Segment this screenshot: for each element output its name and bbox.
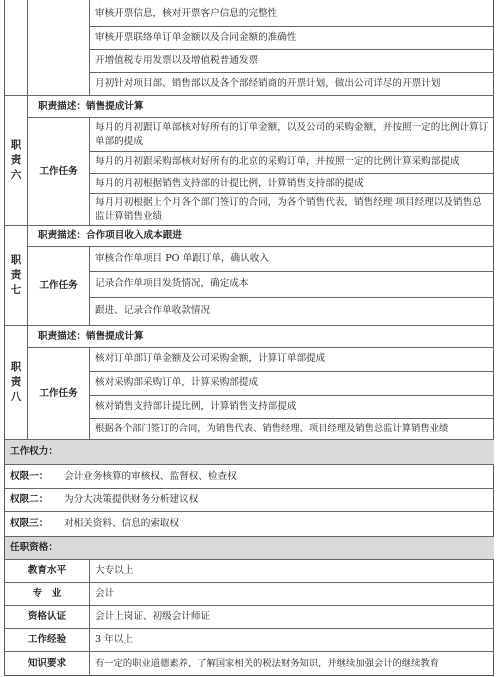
authority-row-text: 为分大决策提供财务分析建议权 [64, 494, 199, 505]
task-text: 核对采购部采购订单，计算采购部提成 [95, 377, 259, 388]
qualification-row-text: 3 年以上 [95, 634, 133, 645]
qualification-row-label: 资格认证 [27, 611, 67, 622]
duty-7-label: 职 责 七 [10, 254, 22, 296]
task-text: 跟进、记录合作单收款情况 [95, 305, 211, 316]
duty-7-description: 职责描述：合作项目收入成本跟进 [38, 230, 182, 241]
qualification-row-text: 有一定的职业道德素养，了解国家相关的税法财务知识，并继续加强会计的继续教育 [95, 657, 439, 669]
task-text: 审核合作单项目 PO 单跟订单，确认收入 [95, 253, 269, 264]
qualification-row-text: 会计上岗证、初级会计师证 [95, 611, 211, 622]
task-text: 月初针对项目部、销售部以及各个部经销商的开票计划，做出公司详尽的开票计划 [95, 77, 441, 89]
task-row [90, 372, 494, 394]
authority-row-text: 对相关资料、信息的索取权 [64, 517, 180, 529]
task-text: 每月月初根据上个月各个部门签订的合同，为各个销售代表，销售经理 项目经理以及销售总监计算销售业绩 [95, 196, 482, 222]
duty-8-label: 职 责 八 [10, 361, 22, 403]
qualification-row-text: 大专以上 [95, 565, 134, 576]
qualification-row-text: 会计 [95, 588, 115, 599]
task-row [90, 50, 490, 71]
task-row [90, 247, 494, 271]
task-row [90, 118, 494, 151]
job-description-table [4, 0, 494, 676]
task-text: 核对订单部订单金额及公司采购金额，计算订单部提成 [95, 353, 326, 364]
task-row [90, 174, 494, 193]
task-row [90, 73, 490, 94]
authority-row-text: 会计业务核算的审核权、监督权、检查权 [64, 470, 237, 482]
duty-7-task-label: 工作任务 [39, 280, 78, 291]
task-row [90, 4, 490, 24]
task-row [90, 194, 494, 225]
task-text: 审核开票联络单订单金额以及合同金额的准确性 [95, 31, 297, 43]
task-text: 每月的月初根据销售支持部的计提比例，计算销售支持部的提成 [95, 177, 364, 189]
authority-row-label: 权限二： [10, 494, 49, 505]
task-text: 根据各个部门签订的合同，为销售代表、销售经理、项目经理及销售总监计算销售业绩 [95, 423, 449, 434]
duty-6-task-label: 工作任务 [39, 165, 78, 177]
duty-6-description: 职责描述：销售提成计算 [38, 100, 144, 112]
qualification-row-label: 专 业 [32, 588, 62, 599]
duty-8-task-label: 工作任务 [39, 387, 78, 399]
task-row [90, 396, 494, 417]
duty-6-label: 职 责 六 [10, 139, 22, 181]
task-text: 每月的月初跟采购部核对好所有的北京的采购订单，并按照一定的比例计算采购部提成 [95, 156, 460, 167]
qualification-row-label: 知识要求 [27, 657, 67, 669]
task-row [90, 27, 490, 48]
qualification-row-label: 教育水平 [27, 565, 67, 576]
task-text: 核对销售支持部计提比例，计算销售支持部提成 [95, 400, 297, 412]
task-row [90, 152, 494, 172]
task-row [90, 419, 494, 439]
qualification-row-label: 工作经验 [27, 634, 67, 645]
authority-row-label: 权限三： [10, 517, 49, 529]
duty-8-description: 职责描述：销售提成计算 [38, 330, 144, 342]
qualification-header: 任职资格： [5, 537, 494, 559]
task-row [90, 348, 494, 370]
task-row [90, 298, 494, 324]
task-text: 每月的月初跟订单部核对好所有的订单金额，以及公司的采购金额，并按照一定的比例计算订单部的提成 [95, 121, 489, 147]
authority-row-label: 权限一： [10, 470, 49, 482]
task-text: 记录合作单项目发货情况，确定成本 [95, 278, 249, 289]
task-text: 开增值税专用发票以及增值税普通发票 [95, 54, 259, 66]
task-text: 审核开票信息，核对开票客户信息的完整性 [95, 8, 278, 19]
task-row [90, 272, 494, 296]
authority-header: 工作权力： [5, 440, 494, 464]
